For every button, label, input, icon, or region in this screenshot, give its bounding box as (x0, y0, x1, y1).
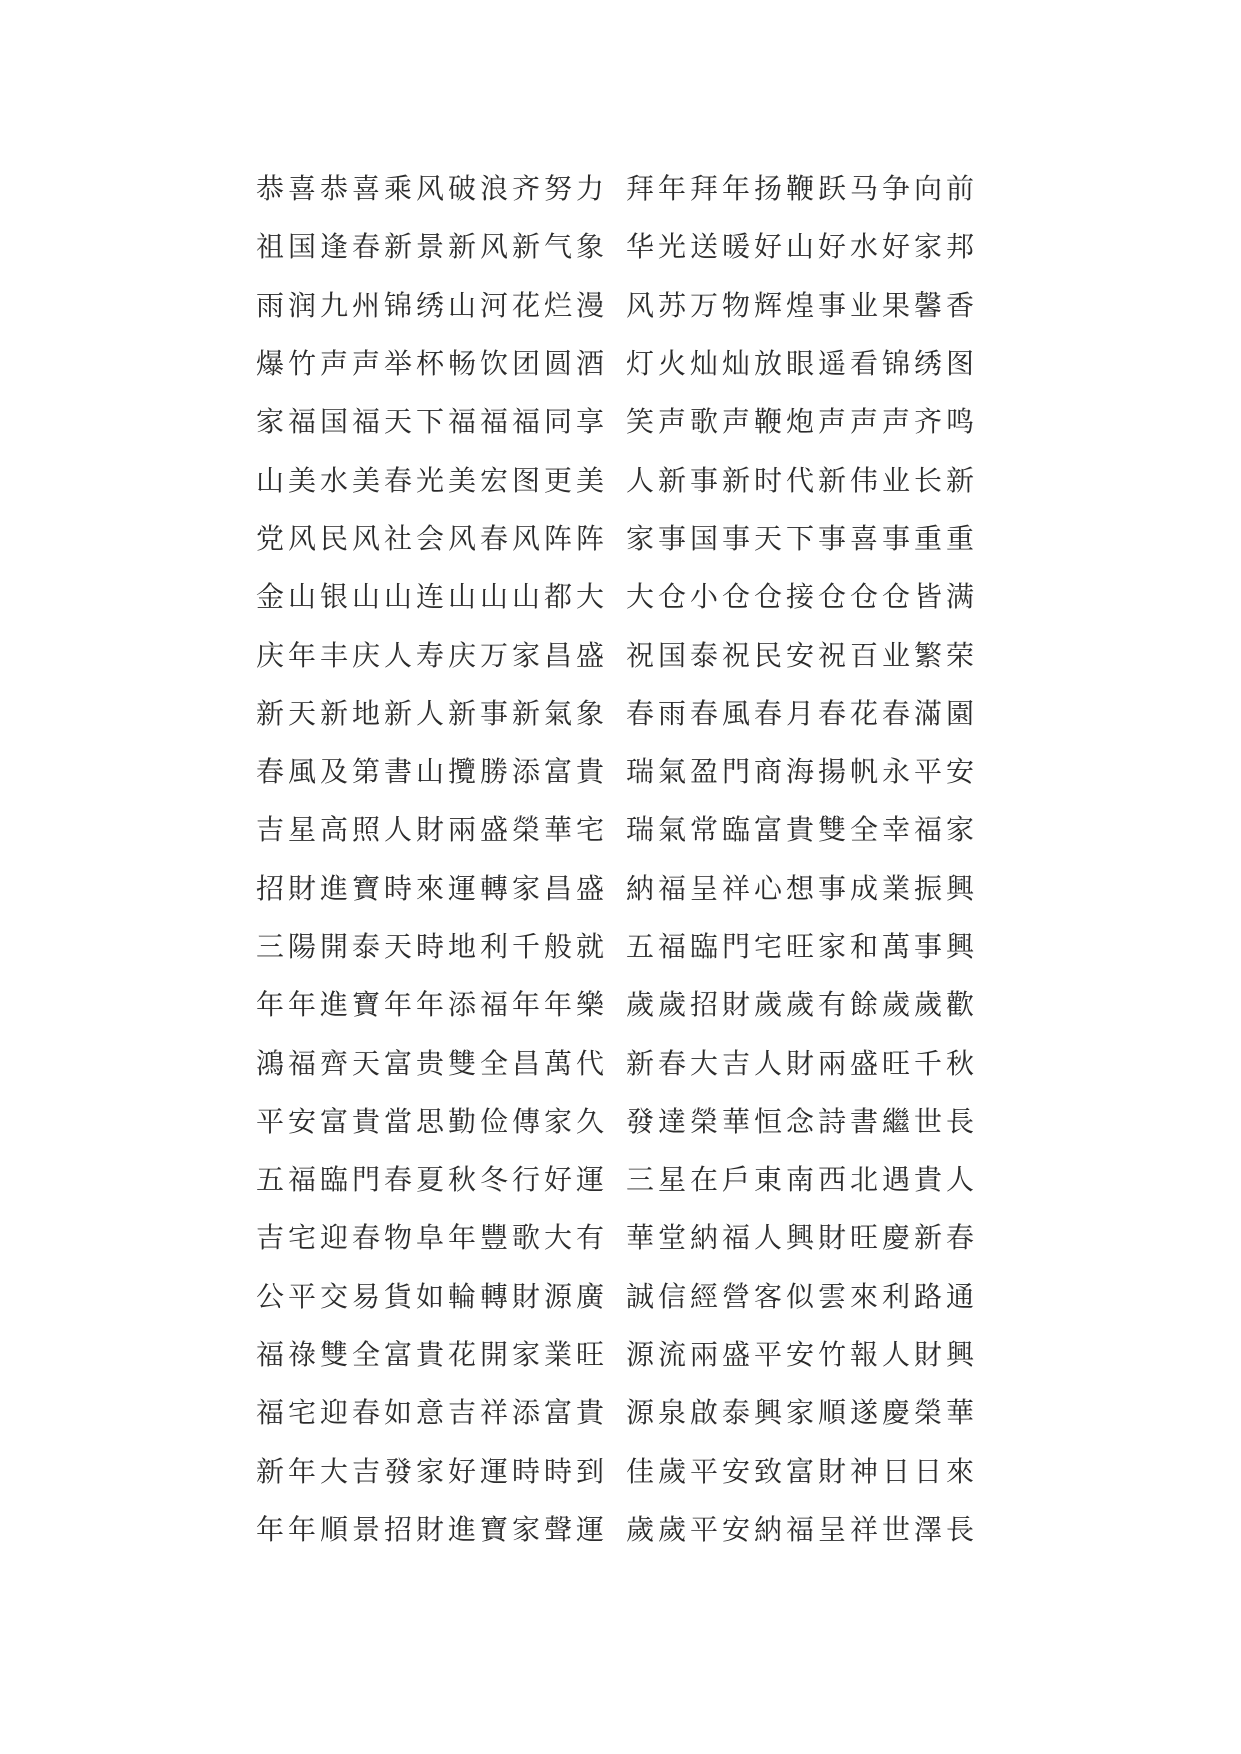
couplet-second-line: 拜年拜年扬鞭跃马争向前 (626, 172, 979, 206)
couplet-first-line: 庆年丰庆人寿庆万家昌盛 (256, 638, 609, 672)
couplet-first-line: 平安富貴當思勤俭傳家久 (256, 1104, 609, 1138)
couplet-second-line: 華堂納福人興財旺慶新春 (626, 1221, 979, 1255)
couplet-first-line: 五福臨門春夏秋冬行好運 (256, 1163, 609, 1197)
couplet-line (256, 1268, 1000, 1326)
couplet-line (256, 860, 1000, 918)
couplet-second-line: 大仓小仓仓接仓仓仓皆满 (626, 580, 979, 614)
couplet-second-line: 新春大吉人財兩盛旺千秋 (626, 1046, 979, 1080)
couplet-line (256, 393, 1000, 451)
couplet-first-line: 吉宅迎春物阜年豐歌大有 (256, 1221, 609, 1255)
couplet-line (256, 1443, 1000, 1501)
couplet-first-line: 福宅迎春如意吉祥添富貴 (256, 1396, 609, 1430)
couplet-first-line: 三陽開泰天時地利千般就 (256, 930, 609, 963)
couplet-line (256, 1326, 1000, 1384)
couplet-second-line: 灯火灿灿放眼遥看锦绣图 (626, 347, 979, 381)
couplet-second-line: 瑞氣盈門商海揚帆永平安 (626, 755, 979, 789)
couplet-line (256, 743, 1000, 801)
couplet-line (256, 801, 1000, 859)
couplet-second-line: 源泉啟泰興家順遂慶榮華 (626, 1396, 979, 1430)
couplet-first-line: 家福国福天下福福福同享 (256, 405, 609, 439)
couplet-line (256, 451, 1000, 509)
couplet-first-line: 祖国逢春新景新风新气象 (256, 230, 609, 264)
couplet-first-line: 年年進寶年年添福年年樂 (256, 988, 609, 1022)
couplet-second-line: 納福呈祥心想事成業振興 (626, 871, 979, 905)
couplet-first-line: 爆竹声声举杯畅饮团圆酒 (256, 347, 609, 381)
couplet-second-line: 佳歲平安致富財神日日來 (626, 1454, 979, 1488)
couplet-first-line: 山美水美春光美宏图更美 (256, 463, 609, 497)
couplet-line (256, 1501, 1000, 1559)
couplet-line (256, 335, 1000, 393)
couplet-line (256, 976, 1000, 1034)
couplet-second-line: 华光送暖好山好水好家邦 (626, 230, 979, 264)
couplet-second-line: 家事国事天下事喜事重重 (626, 521, 979, 555)
couplet-first-line: 春風及第書山攬勝添富貴 (256, 755, 609, 789)
couplet-line (256, 277, 1000, 335)
couplet-line (256, 1151, 1000, 1209)
couplet-first-line: 公平交易貨如輪轉財源廣 (256, 1279, 609, 1313)
couplet-line (256, 160, 1000, 218)
couplet-second-line: 三星在戶東南西北遇貴人 (626, 1163, 979, 1197)
couplet-line (256, 626, 1000, 684)
couplet-second-line: 誠信經營客似雲來利路通 (626, 1279, 979, 1313)
couplet-second-line: 祝国泰祝民安祝百业繁荣 (626, 638, 979, 672)
couplet-line (256, 1384, 1000, 1442)
couplet-second-line: 歲歲招財歲歲有餘歲歲歡 (626, 988, 979, 1022)
couplet-second-line: 發達榮華恒念詩書繼世長 (626, 1104, 979, 1138)
couplet-first-line: 金山银山山连山山山都大 (256, 580, 609, 614)
couplet-first-line: 招財進寶時來運轉家昌盛 (256, 871, 609, 905)
couplet-line (256, 568, 1000, 626)
couplet-second-line: 歲歲平安納福呈祥世澤長 (626, 1512, 979, 1546)
couplet-second-line: 五福臨門宅旺家和萬事興 (626, 930, 979, 963)
couplet-line (256, 1209, 1000, 1267)
couplet-first-line: 雨润九州锦绣山河花烂漫 (256, 288, 609, 322)
couplet-second-line: 人新事新时代新伟业长新 (626, 463, 979, 497)
couplet-first-line: 福祿雙全富貴花開家業旺 (256, 1338, 609, 1372)
couplet-line (256, 218, 1000, 276)
couplet-second-line: 笑声歌声鞭炮声声声齐鸣 (626, 405, 979, 439)
couplet-first-line: 鴻福齊天富贵雙全昌萬代 (256, 1046, 609, 1080)
couplet-list (256, 160, 1000, 1559)
couplet-line (256, 510, 1000, 568)
couplet-second-line: 春雨春風春月春花春滿園 (626, 696, 979, 730)
couplet-line (256, 918, 1000, 976)
couplet-second-line: 瑞氣常臨富貴雙全幸福家 (626, 813, 979, 847)
couplet-line (256, 1093, 1000, 1151)
couplet-line (256, 685, 1000, 743)
couplet-first-line: 年年順景招財進寶家聲運 (256, 1512, 609, 1546)
couplet-second-line: 风苏万物辉煌事业果馨香 (626, 288, 979, 322)
couplet-first-line: 新年大吉發家好運時時到 (256, 1454, 609, 1488)
couplet-first-line: 吉星高照人財兩盛榮華宅 (256, 813, 609, 847)
couplet-line (256, 1034, 1000, 1092)
couplet-second-line: 源流兩盛平安竹報人財興 (626, 1338, 979, 1372)
couplet-first-line: 党风民风社会风春风阵阵 (256, 521, 609, 555)
couplet-first-line: 新天新地新人新事新氣象 (256, 696, 609, 730)
couplet-first-line: 恭喜恭喜乘风破浪齐努力 (256, 172, 609, 206)
